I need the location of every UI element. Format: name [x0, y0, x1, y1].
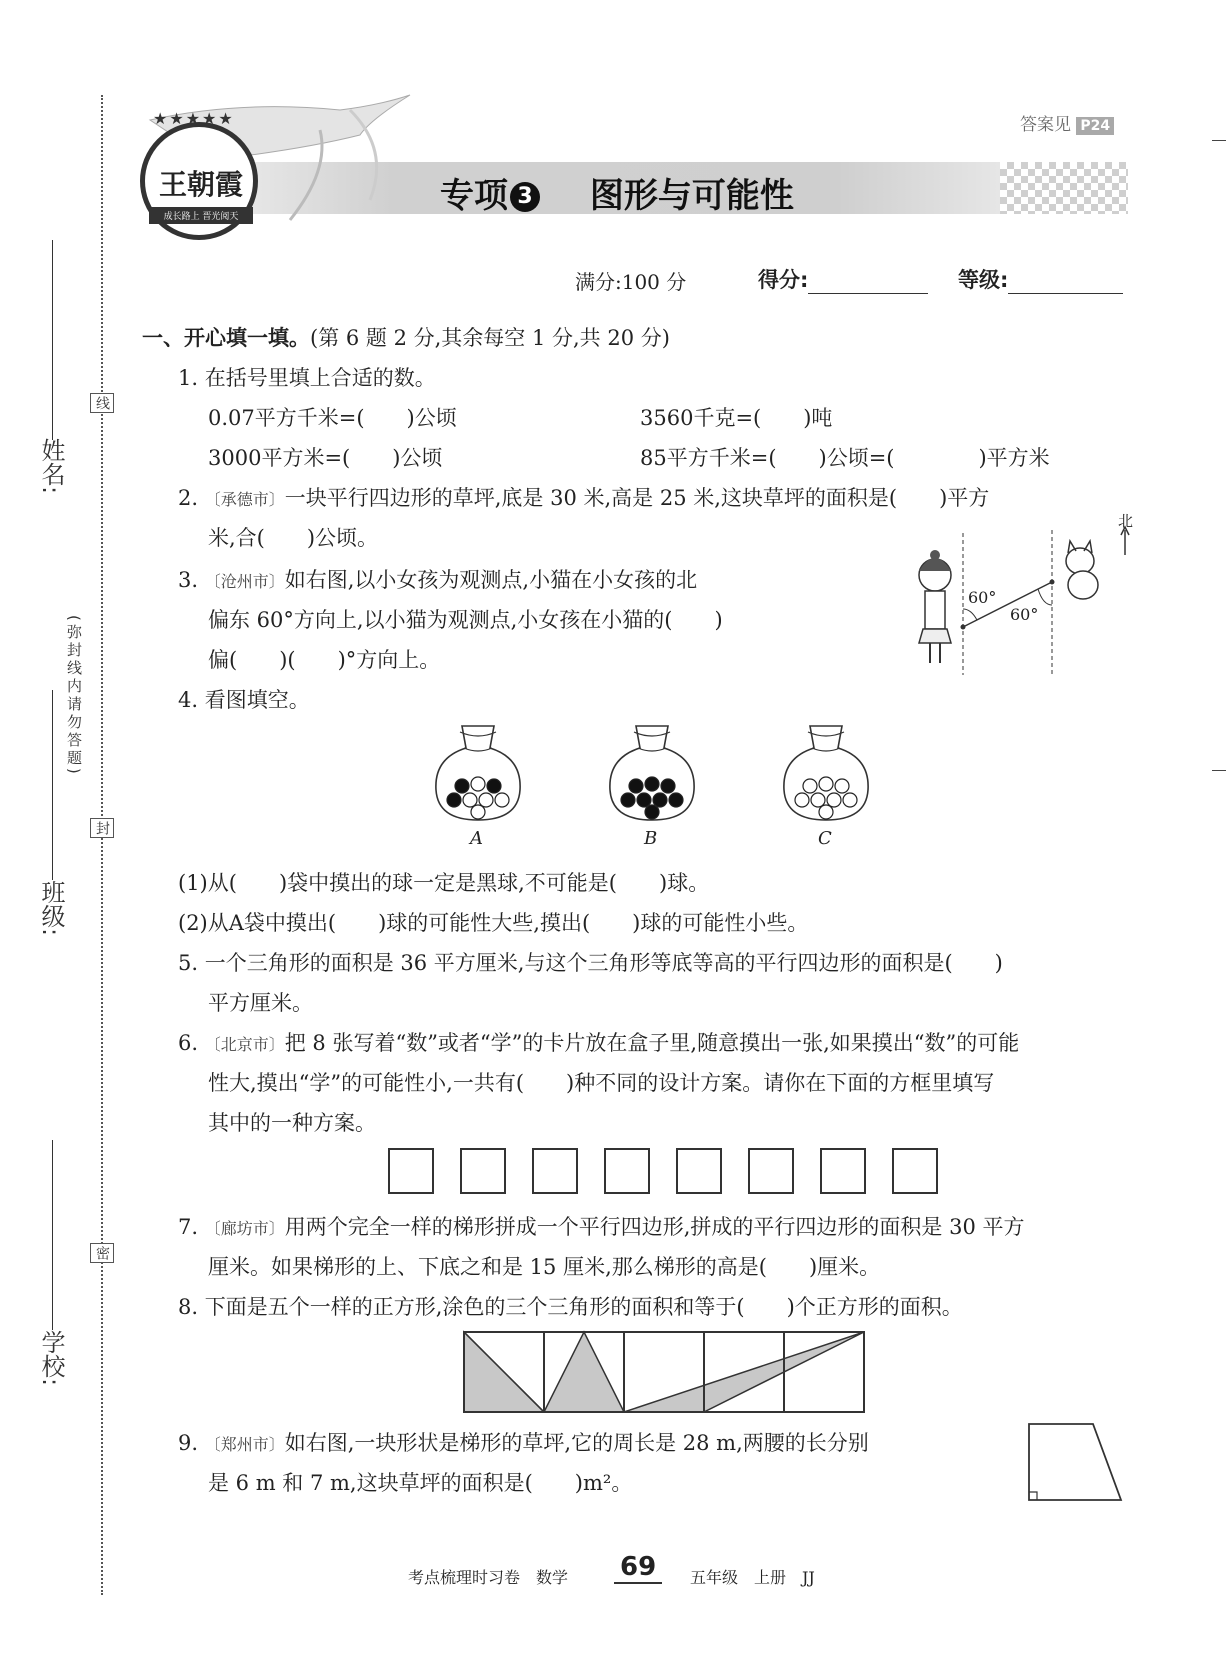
q3-line3[interactable]: 偏( )( )°方向上。	[208, 648, 441, 672]
q4-sub2[interactable]: (2)从A袋中摸出( )球的可能性大些,摸出( )球的可能性小些。	[178, 911, 809, 935]
name-label: 姓名:	[37, 438, 65, 495]
footer-page-number: 69	[614, 1552, 662, 1584]
black-ball	[645, 777, 659, 791]
girl-figure	[919, 550, 951, 663]
card-box[interactable]	[676, 1148, 722, 1194]
black-ball	[653, 793, 667, 807]
shaded-triangle-3	[624, 1332, 864, 1412]
tag-seal: 封	[90, 818, 114, 838]
q3-north-label: 北	[1118, 512, 1134, 530]
q5-line1[interactable]: 5. 一个三角形的面积是 36 平方厘米,与这个三角形等底等高的平行四边形的面积是( )	[178, 951, 1003, 975]
answer-page-badge: P24	[1076, 117, 1114, 135]
class-line[interactable]	[52, 690, 53, 880]
card-box[interactable]	[604, 1148, 650, 1194]
white-ball	[803, 779, 817, 793]
name-line[interactable]	[52, 240, 53, 440]
q1-c[interactable]: 3000平方米=( )公顷	[208, 446, 443, 470]
logo-slogan: 成长路上 晋光阅天	[149, 207, 253, 224]
class-label: 班级:	[37, 880, 65, 937]
school-line[interactable]	[52, 1140, 53, 1330]
white-ball	[463, 793, 477, 807]
white-ball	[843, 793, 857, 807]
white-ball	[471, 805, 485, 819]
q9-trapezoid-figure	[1025, 1420, 1125, 1506]
black-ball	[645, 805, 659, 819]
q1-b[interactable]: 3560千克=( )吨	[640, 406, 833, 430]
tag-line: 线	[90, 393, 114, 413]
footer-book: 考点梳理时习卷 数学	[408, 1568, 569, 1587]
bag-c	[780, 718, 872, 823]
q3-angle2: 60°	[1010, 605, 1039, 624]
q3-line1: 3. 〔沧州市〕如右图,以小女孩为观测点,小猫在小女孩的北	[178, 568, 698, 592]
q9-line2[interactable]: 是 6 m 和 7 m,这块草坪的面积是( )m²。	[208, 1471, 633, 1495]
black-ball	[637, 793, 651, 807]
q3-line2[interactable]: 偏东 60°方向上,以小猫为观测点,小女孩在小猫的( )	[208, 608, 723, 632]
white-ball	[819, 805, 833, 819]
black-ball	[661, 779, 675, 793]
section-heading: 一、开心填一填。(第 6 题 2 分,其余每空 1 分,共 20 分)	[142, 326, 670, 350]
card-box[interactable]	[388, 1148, 434, 1194]
tag-secret: 密	[90, 1243, 114, 1263]
white-ball	[795, 793, 809, 807]
card-box[interactable]	[820, 1148, 866, 1194]
black-ball	[447, 793, 461, 807]
q6-line1: 6. 〔北京市〕把 8 张写着“数”或者“学”的卡片放在盒子里,随意摸出一张,如果摸出“数”的可能	[178, 1031, 1020, 1055]
black-ball	[621, 793, 635, 807]
black-ball	[487, 779, 501, 793]
q9-line1: 9. 〔郑州市〕如右图,一块形状是梯形的草坪,它的周长是 28 m,两腰的长分别	[178, 1431, 869, 1455]
q1: 1. 在括号里填上合适的数。	[178, 366, 436, 390]
cat-figure	[1066, 541, 1098, 599]
q8-squares-figure	[462, 1330, 868, 1414]
q4: 4. 看图填空。	[178, 688, 310, 712]
q3-angle1: 60°	[968, 588, 997, 607]
full-score: 满分:100 分	[575, 270, 687, 294]
score-field[interactable]: 得分:	[758, 264, 928, 294]
banner-checker	[1000, 162, 1128, 214]
card-box[interactable]	[460, 1148, 506, 1194]
q5-line2: 平方厘米。	[208, 991, 313, 1015]
logo-badge	[140, 109, 258, 240]
black-ball	[669, 793, 683, 807]
black-ball	[629, 779, 643, 793]
white-ball	[835, 779, 849, 793]
square-5	[784, 1332, 864, 1412]
bag-a	[432, 718, 524, 823]
grade-field[interactable]: 等级:	[958, 264, 1123, 294]
school-label: 学校:	[37, 1330, 65, 1387]
shaded-triangle-2	[544, 1332, 624, 1412]
white-ball	[471, 777, 485, 791]
q6-line2[interactable]: 性大,摸出“学”的可能性小,一共有( )种不同的设计方案。请你在下面的方框里填写	[208, 1071, 995, 1095]
q1-d[interactable]: 85平方千米=( )公顷=( )平方米	[640, 446, 1050, 470]
q1-a[interactable]: 0.07平方千米=( )公顷	[208, 406, 457, 430]
white-ball	[827, 793, 841, 807]
edge-mark	[1212, 770, 1226, 771]
bag-label-a: A	[470, 828, 483, 849]
bag-label-b: B	[644, 828, 658, 849]
white-ball	[479, 793, 493, 807]
bag-label-c: C	[818, 828, 832, 849]
q8-line1[interactable]: 8. 下面是五个一样的正方形,涂色的三个三角形的面积和等于( )个正方形的面积。	[178, 1295, 963, 1319]
q4-sub1[interactable]: (1)从( )袋中摸出的球一定是黑球,不可能是( )球。	[178, 871, 710, 895]
q2-line1[interactable]: 2. 〔承德市〕一块平行四边形的草坪,底是 30 米,高是 25 米,这块草坪的面积是( )平方	[178, 486, 990, 510]
card-box[interactable]	[892, 1148, 938, 1194]
white-ball	[811, 793, 825, 807]
bag-b	[606, 718, 698, 823]
q2-line2[interactable]: 米,合( )公顷。	[208, 526, 379, 550]
card-box[interactable]	[532, 1148, 578, 1194]
logo-stars: ★★★★★	[153, 109, 235, 128]
footer-grade: 五年级 上册 JJ	[690, 1568, 815, 1587]
title-number-badge: 3	[510, 182, 540, 212]
seal-notice: (弥封线内请勿答题)	[65, 615, 83, 777]
q6-line3: 其中的一种方案。	[208, 1111, 376, 1135]
white-ball	[819, 777, 833, 791]
page-title: 专项 3 图形与可能性	[440, 176, 794, 216]
q7-line1: 7. 〔廊坊市〕用两个完全一样的梯形拼成一个平行四边形,拼成的平行四边形的面积是 30 平方	[178, 1215, 1025, 1239]
answer-ref: 答案见 P24	[1020, 110, 1114, 135]
card-box[interactable]	[748, 1148, 794, 1194]
edge-mark	[1212, 140, 1226, 141]
logo-text: 王朝霞	[158, 168, 243, 201]
white-ball	[495, 793, 509, 807]
q7-line2[interactable]: 厘米。如果梯形的上、下底之和是 15 厘米,那么梯形的高是( )厘米。	[208, 1255, 881, 1279]
binding-dotted-line	[101, 95, 103, 1595]
black-ball	[455, 779, 469, 793]
